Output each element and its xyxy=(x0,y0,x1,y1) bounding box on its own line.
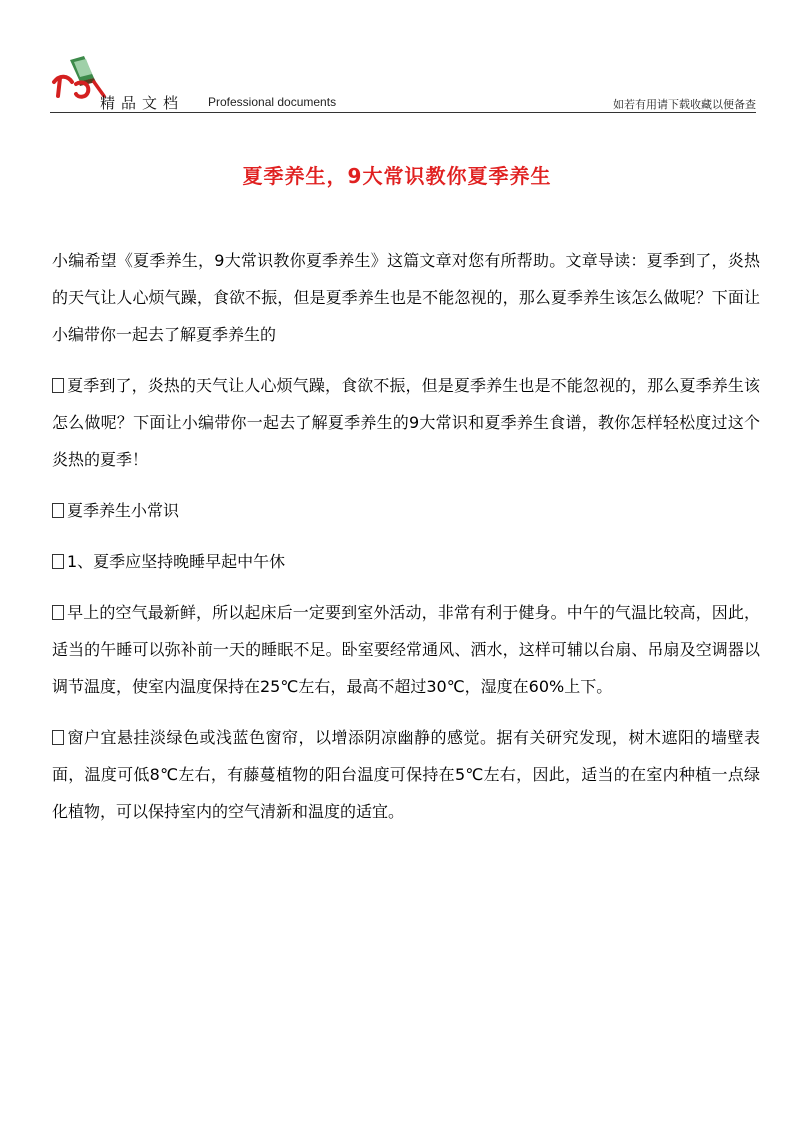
download-note: 如若有用请下载收藏以便备查 xyxy=(613,98,756,111)
missing-glyph-box-icon xyxy=(52,503,64,518)
subsection-heading: 1、夏季应坚持晚睡早起中午休 xyxy=(52,543,760,580)
page-title: 夏季养生，9大常识教你夏季养生 xyxy=(242,164,552,188)
article-body xyxy=(52,242,760,844)
paragraph: 夏季到了，炎热的天气让人心烦气躁，食欲不振，但是夏季养生也是不能忽视的，那么夏季养生该怎么做呢？下面让小编带你一起去了解夏季养生的9大常识和夏季养生食谱，教你怎样轻松度过这个炎热的夏季！ xyxy=(52,376,760,469)
section-heading: 夏季养生小常识 xyxy=(52,492,760,529)
missing-glyph-box-icon xyxy=(52,554,64,569)
paragraph: 窗户宜悬挂淡绿色或浅蓝色窗帘，以增添阴凉幽静的感觉。据有关研究发现，树木遮阳的墙壁表面，温度可低8℃左右，有藤蔓植物的阳台温度可保持在5℃左右，因此，适当的在室内种植一点绿化植物，可以保持室内的空气清新和温度的适宜。 xyxy=(52,728,760,821)
page-header xyxy=(50,52,756,116)
paragraph: 早上的空气最新鲜，所以起床后一定要到室外活动，非常有利于健身。中午的气温比较高，因此，适当的午睡可以弥补前一天的睡眠不足。卧室要经常通风、洒水，这样可辅以台扇、吊扇及空调器以调节温度，使室内温度保持在25℃左右，最高不超过30℃，湿度在60%上下。 xyxy=(52,603,760,696)
header-divider xyxy=(50,112,756,113)
missing-glyph-box-icon xyxy=(52,605,64,620)
missing-glyph-box-icon xyxy=(52,730,64,745)
book-logo-icon xyxy=(50,52,106,102)
paragraph-intro: 小编希望《夏季养生，9大常识教你夏季养生》这篇文章对您有所帮助。文章导读：夏季到了，炎热的天气让人心烦气躁，食欲不振，但是夏季养生也是不能忽视的，那么夏季养生该怎么做呢？下面让小编带你一起去了解夏季养生的 xyxy=(52,251,760,344)
brand-name-cn: 精品文档 xyxy=(100,94,185,112)
brand-name-en: Professional documents xyxy=(208,95,337,109)
missing-glyph-box-icon xyxy=(52,378,64,393)
